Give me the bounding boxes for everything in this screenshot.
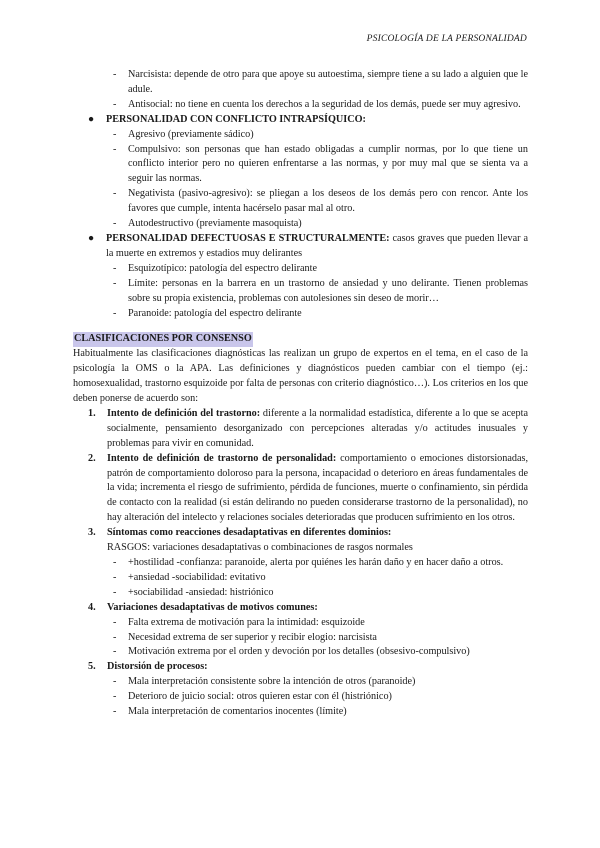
dash-marker: - bbox=[113, 188, 117, 200]
bullet-marker: ● bbox=[88, 113, 95, 125]
dash-marker: - bbox=[113, 69, 117, 80]
dash-marker: - bbox=[113, 277, 117, 289]
list-item: - Mala interpretación consistente sobre la intención de otros (paranoide) bbox=[73, 675, 528, 690]
numbered-item: 3. Síntomas como reacciones desadaptativas en diferentes dominios: bbox=[88, 527, 392, 539]
dash-marker: - bbox=[113, 557, 117, 568]
bullet-marker: ● bbox=[88, 232, 95, 244]
dash-marker: - bbox=[113, 128, 117, 140]
list-item: - Esquizotípico: patología del espectro delirante bbox=[73, 262, 528, 277]
list-item: - Compulsivo: son personas que han estado obligadas a cumplir normas, por lo que tiene un conflicto interior pero no quieren enfrentarse a las normas, y por muy mal que se sienta va a seguir las normas. bbox=[113, 143, 528, 185]
dash-marker: - bbox=[113, 676, 117, 688]
numbered-item: 5. Distorsión de procesos: bbox=[88, 661, 208, 673]
list-item: - Antisocial: no tiene en cuenta los derechos a la seguridad de los demás, puede ser muy agresivo. bbox=[73, 98, 528, 113]
list-item: - Deterioro de juicio social: otros quieren estar con él (histriónico) bbox=[73, 690, 528, 705]
dash-marker: - bbox=[113, 631, 117, 643]
list-item: - Motivación extrema por el orden y devoción por los detalles (obsesivo-compulsivo) bbox=[73, 645, 528, 660]
section-title: CLASIFICACIONES POR CONSENSO bbox=[73, 332, 253, 347]
group-heading: ● PERSONALIDAD DEFECTUOSAS E STRUCTURALMENTE: casos graves que pueden llevar a la muerte en extremos y estadios muy delirantes bbox=[88, 232, 528, 259]
list-item: - +sociabilidad -ansiedad: histriónico bbox=[73, 586, 528, 601]
list-item: - +ansiedad -sociabilidad: evitativo bbox=[73, 571, 528, 586]
numbered-item: 1. Intento de definición del trastorno: diferente a la normalidad estadística, diferente a lo que se acepta socialmente, pensamiento desorganizado con percepciones alteradas y/o actitudes inusuales y problemas para vivir en comunidad. bbox=[88, 407, 528, 449]
dash-marker: - bbox=[113, 646, 117, 658]
section-intro: Habitualmente las clasificaciones diagnósticas las realizan un grupo de expertos en el tema, en el caso de la psicología la OMS o la APA. Las definiciones y diagnósticos pueden cambiar con el tiempo (ej.: homosexualidad, trastorno esquizoide por falta de personas con criterio diagnóstico…). Los criterios en los que deben ponerse de acuerdo son: bbox=[73, 348, 528, 405]
group-heading: ● PERSONALIDAD CON CONFLICTO INTRAPSÍQUICO: bbox=[73, 113, 528, 128]
list-item: - Necesidad extrema de ser superior y recibir elogio: narcisista bbox=[73, 631, 528, 646]
dash-marker: - bbox=[113, 98, 117, 110]
list-item: - Límite: personas en la barrera en un trastorno de ansiedad y uno delirante. Tienen problemas sobre su propia existencia, problemas con autolesiones sin deseo de morir… bbox=[113, 277, 528, 304]
dash-marker: - bbox=[113, 307, 117, 319]
running-header: PSICOLOGÍA DE LA PERSONALIDAD bbox=[366, 34, 527, 44]
numbered-item: 2. Intento de definición de trastorno de personalidad: comportamiento o emociones distorsionadas, patrón de comportamiento doloroso para la persona, incapacidad o deterioro en áreas fundamentales de la vida; incrementa el riesgo de sufrimiento, pérdida de funciones, muerte o confinamiento, sin pérdida de contacto con la realidad (si están delirando no pueden considerarse trastorno de la personalidad), no hay alteración del intelecto y relaciones sociales deterioradas que producen sufrimiento en los otros. bbox=[88, 452, 528, 524]
list-item: - Negativista (pasivo-agresivo): se pliegan a los deseos de los demás pero con rencor. Ante los favores que cumple, intenta hacérselo pasar mal al otro. bbox=[113, 188, 528, 215]
list-item: - Narcisista: depende de otro para que apoye su autoestima, siempre tiene a su lado a alguien que le adule. bbox=[113, 69, 528, 95]
dash-marker: - bbox=[113, 616, 117, 628]
dash-marker: - bbox=[113, 691, 117, 703]
list-item: - +hostilidad -confianza: paranoide, alerta por quiénes les harán daño y en hacer daño a otros. bbox=[73, 556, 528, 571]
dash-marker: - bbox=[113, 586, 117, 598]
list-item: - Autodestructivo (previamente masoquista) bbox=[73, 217, 528, 232]
dash-marker: - bbox=[113, 262, 117, 274]
rasgos-line: RASGOS: variaciones desadaptativas o combinaciones de rasgos normales bbox=[107, 542, 413, 554]
list-item: - Paranoide: patología del espectro delirante bbox=[73, 307, 528, 322]
dash-marker: - bbox=[113, 218, 117, 230]
list-item: - Mala interpretación de comentarios inocentes (límite) bbox=[73, 705, 528, 720]
list-item: - Agresivo (previamente sádico) bbox=[73, 128, 528, 143]
dash-marker: - bbox=[113, 571, 117, 583]
dash-marker: - bbox=[113, 143, 117, 155]
numbered-item: 4. Variaciones desadaptativas de motivos comunes: bbox=[88, 601, 318, 613]
list-item: - Falta extrema de motivación para la intimidad: esquizoide bbox=[73, 616, 528, 631]
page-content bbox=[73, 68, 528, 720]
dash-marker: - bbox=[113, 706, 117, 718]
